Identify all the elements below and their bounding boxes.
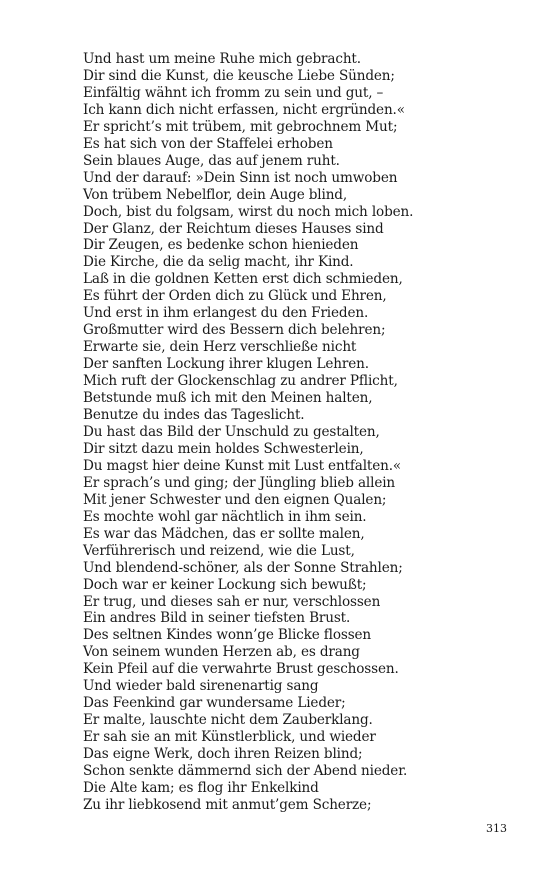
poem-line: Kein Pfeil auf die verwahrte Brust geschossen. [83,661,399,678]
poem-line: Der sanften Lockung ihrer klugen Lehren. [83,356,369,373]
poem-line: Zu ihr liebkosend mit anmut’gem Scherze; [83,796,372,813]
poem-line: Dir sind die Kunst, die keusche Liebe Sünden; [83,67,395,84]
poem-line: Und wieder bald sirenenartig sang [83,678,319,695]
poem-line: Du hast das Bild der Unschuld zu gestalten, [83,423,380,440]
poem-line: Und der darauf: »Dein Sinn ist noch umwoben [83,169,398,186]
poem-line: Ein andres Bild in seiner tiefsten Brust. [83,610,351,627]
poem-line: Laß in die goldnen Ketten erst dich schmieden, [83,271,403,288]
poem-line: Er sprach’s und ging; der Jüngling blieb allein [83,474,396,491]
poem-line: Erwarte sie, dein Herz verschließe nicht [83,339,357,356]
poem-line: Dir sitzt dazu mein holdes Schwesterlein, [83,440,364,457]
poem-line: Schon senkte dämmernd sich der Abend nieder. [83,763,408,780]
poem-line: Einfältig wähnt ich fromm zu sein und gut, – [83,84,384,101]
poem-line: Das Feenkind gar wundersame Lieder; [83,695,346,712]
poem-line: Es führt der Orden dich zu Glück und Ehren, [83,288,387,305]
poem-text [83,51,523,814]
poem-line: Er sah sie an mit Künstlerblick, und wieder [83,729,376,746]
poem-line: Das eigne Werk, doch ihren Reizen blind; [83,746,363,763]
poem-line: Doch, bist du folgsam, wirst du noch mich loben. [83,203,414,220]
poem-line: Der Glanz, der Reichtum dieses Hauses sind [83,220,384,237]
poem-line: Doch war er keiner Lockung sich bewußt; [83,576,367,593]
poem-line: Von trübem Nebelflor, dein Auge blind, [83,186,348,203]
poem-line: Die Kirche, die da selig macht, ihr Kind. [83,254,354,271]
poem-line: Es hat sich von der Staffelei erhoben [83,135,333,152]
poem-line: Es war das Mädchen, das er sollte malen, [83,525,365,542]
poem-line: Dir Zeugen, es bedenke schon hienieden [83,237,359,254]
poem-line: Des seltnen Kindes wonn’ge Blicke flossen [83,627,372,644]
poem-line: Großmutter wird des Bessern dich belehren; [83,322,386,339]
poem-line: Verführerisch und reizend, wie die Lust, [83,542,355,559]
poem-line: Von seinem wunden Herzen ab, es drang [83,644,360,661]
poem-line: Und erst in ihm erlangest du den Frieden. [83,305,369,322]
poem-line: Er spricht’s mit trübem, mit gebrochnem Mut; [83,118,398,135]
poem-line: Mich ruft der Glockenschlag zu andrer Pflicht, [83,373,398,390]
poem-line: Betstunde muß ich mit den Meinen halten, [83,390,373,407]
poem-line: Die Alte kam; es flog ihr Enkelkind [83,779,319,796]
poem-line: Er trug, und dieses sah er nur, verschlossen [83,593,381,610]
poem-line: Benutze du indes das Tageslicht. [83,407,305,424]
poem-line: Und blendend-schöner, als der Sonne Strahlen; [83,559,403,576]
poem-line: Es mochte wohl gar nächtlich in ihm sein. [83,508,367,525]
poem-line: Du magst hier deine Kunst mit Lust entfalten.« [83,457,402,474]
page-number: 313 [486,822,507,835]
poem-line: Und hast um meine Ruhe mich gebracht. [83,51,361,67]
poem-line: Ich kann dich nicht erfassen, nicht ergründen.« [83,101,405,118]
poem-line: Mit jener Schwester und den eignen Qualen; [83,491,387,508]
poem-line: Er malte, lauschte nicht dem Zauberklang. [83,712,373,729]
poem-line: Sein blaues Auge, das auf jenem ruht. [83,152,340,169]
